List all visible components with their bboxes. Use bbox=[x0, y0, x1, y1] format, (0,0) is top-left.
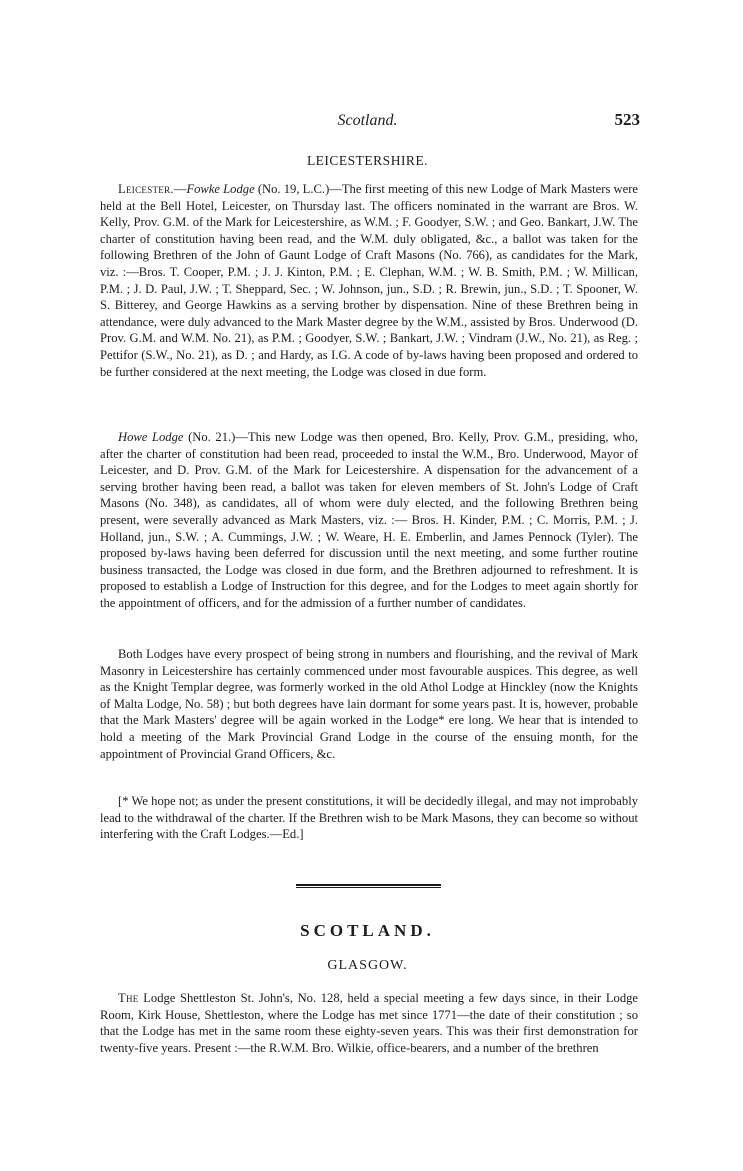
paragraph-howe-lodge bbox=[100, 429, 638, 612]
paragraph-editor-note: [* We hope not; as under the present constitutions, it will be decidedly illegal, and may not improbably lead to the withdrawal of the charter. If the Brethren wish to be Mark Masons, they can become so without interfering with the Craft Lodges.—Ed.] bbox=[100, 794, 638, 842]
lodge-name-howe: Howe Lodge bbox=[118, 430, 184, 444]
section-heading-scotland: SCOTLAND. bbox=[300, 921, 435, 940]
paragraph-fowke-lodge bbox=[100, 181, 638, 380]
paragraph-text: (No. 21.)—This new Lodge was then opened, Bro. Kelly, Prov. G.M., presiding, who, after the charter of constitution had been read, proceeded to instal the W.M., Bro. Underwood, Mayor of Leicester, and D. Prov. G.M. of the Mark for Leicestershire. A dispensation for the advancement of a serving brother having been read, a ballot was taken for eleven members of St. John's Lodge of Craft Masons (No. 348), as candidates, all of whom were duly elected, and the following Brethren being present, were severally advanced as Mark Masters, viz. :— Bros. H. Kinder, P.M. ; C. Morris, P.M. ; J. Holland, jun., S.W. ; A. Cummings, J.W. ; W. Weare, H. E. Emberlin, and James Pennock (Tyler). The proposed by-laws having been deferred for discussion until the next meeting, and some further routine business transacted, the Lodge was closed in due form, and the Brethren adjourned to refreshment. It is proposed to establish a Lodge of Instruction for this degree, and for the Lodges to meet again shortly for the appointment of officers, and for the admission of a further number of candidates. bbox=[100, 430, 639, 610]
running-title: Scotland. bbox=[337, 112, 398, 129]
section-heading-leicestershire: LEICESTERSHIRE. bbox=[306, 153, 429, 168]
paragraph-text: (No. 19, L.C.)—The first meeting of this new Lodge of Mark Masters were held at the Bell Hotel, Leicester, on Thursday last. The officers nominated in the warrant are Bros. W. Kelly, Prov. G.M. of the Mark for Leicestershire, as W.M. ; F. Goodyer, S.W. ; and Geo. Bankart, J.W. The charter of constitution having been read, and the W.M. duly obligated, &c., a ballot was taken for the following Brethren of the John of Gaunt Lodge of Craft Masons (No. 766), as candidates for the Mark, viz. :—Bros. T. Cooper, P.M. ; J. J. Kinton, P.M. ; E. Clephan, W.M. ; W. B. Smith, P.M. ; W. Millican, P.M. ; J. D. Paul, J.W. ; T. Sheppard, Sec. ; W. Johnson, jun., S.D. ; R. Brewin, jun., S.D. ; T. Spooner, W. S. Bitterey, and George Hawkins as a serving brother by dispensation. Nine of these Brethren being in attendance, were duly advanced to the Mark Master degree by the W.M., assisted by Bros. Underwood (D. Prov. G.M. and W.M. No. 21), as P.M. ; Goodyer, S.W. ; Bankart, J.W. ; Vindram (J.W., No. 21), as Reg. ; Pettifor (S.W., No. 21), as D. ; and Hardy, as I.G. A code of by-laws having been proposed and ordered to be further considered at the next meeting, the Lodge was closed in due form. bbox=[100, 182, 639, 379]
paragraph-text: Lodge Shettleston St. John's, No. 128, held a special meeting a few days since, in their Lodge Room, Kirk House, Shettleston, where the Lodge has met since 1771—the date of their constitution ; so that the Lodge has met in the same room these eighty-seven years. This was their first demonstration for twenty-five years. Present :—the R.W.M. Bro. Wilkie, office-bearers, and a number of the brethren bbox=[100, 991, 638, 1055]
subheading-glasgow: GLASGOW. bbox=[327, 958, 408, 973]
page-number: 523 bbox=[614, 110, 640, 129]
lead-word: The bbox=[118, 991, 139, 1005]
paragraph-shettleston bbox=[100, 990, 638, 1056]
place-name: Leicester. bbox=[118, 182, 174, 196]
place-dash: — bbox=[173, 182, 187, 196]
lodge-name-fowke: Fowke Lodge bbox=[186, 182, 255, 196]
paragraph-prospects: Both Lodges have every prospect of being strong in numbers and flourishing, and the revival of Mark Masonry in Leicestershire has certainly commenced under most favourable auspices. This degree, as well as the Knight Templar degree, was formerly worked in the old Athol Lodge at Hinckley (now the Knights of Malta Lodge, No. 58) ; but both degrees have lain dormant for some years past. It is, however, probable that the Mark Masters' degree will be again worked in the Lodge* ere long. We hear that is intended to hold a meeting of the Mark Provincial Grand Lodge in the course of the ensuing month, for the appointment of Provincial Grand Officers, &c. bbox=[100, 647, 638, 761]
section-divider bbox=[296, 884, 441, 888]
running-head bbox=[95, 112, 640, 136]
